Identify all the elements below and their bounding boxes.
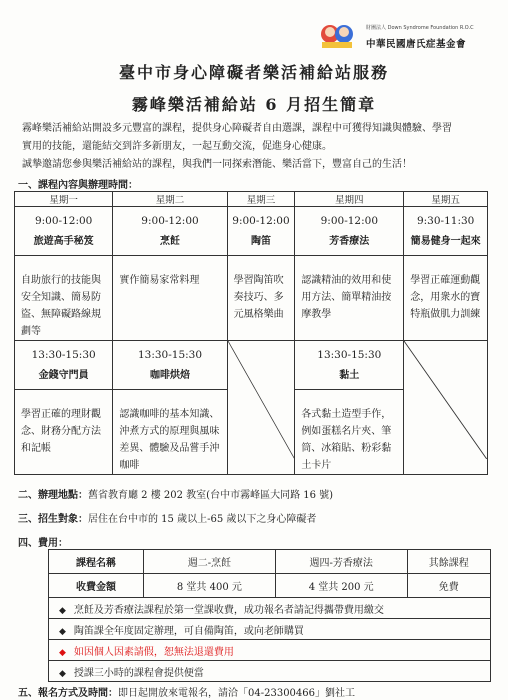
location-label: 二、辦理地點：: [18, 490, 88, 501]
registration-label: 五、報名方式及時間：: [18, 688, 118, 699]
fee-header-cell: 週四-芳香療法: [275, 550, 407, 574]
section-4-heading: 四、費用：: [18, 538, 68, 549]
course-description: 學習正確運動觀念，用衆水的寶特瓶做肌力訓練: [410, 275, 481, 320]
empty-slot-cross-icon: [404, 341, 487, 459]
course-time: 13:30-15:30: [31, 349, 96, 361]
intro-line-1: 霧峰樂活補給站開設多元豐富的課程，提供身心障礙者自由選課，課程中可獲得知識與體驗、學習: [22, 123, 452, 134]
diamond-bullet-icon: ◆: [59, 647, 66, 658]
audience-value: 居住在台中市的 15 歲以上-65 歲以下之身心障礙者: [88, 514, 317, 525]
day-header: 星期五: [404, 192, 488, 207]
diamond-bullet-icon: ◆: [59, 605, 66, 616]
divider: [15, 389, 112, 390]
fee-note-warning: [49, 640, 491, 661]
day-header: 星期四: [295, 192, 404, 207]
course-description: 自助旅行的技能與安全知識、簡易防盜、無障礙路線規劃等: [21, 275, 101, 337]
page-subtitle: 霧峰樂活補給站 6 月招生簡章: [131, 95, 377, 114]
divider: [295, 255, 403, 256]
schedule-table: [14, 191, 488, 475]
fee-note-text: 陶笛課全年度固定辦理，可自備陶笛，或向老師購買: [73, 625, 304, 637]
divider: [404, 255, 487, 256]
course-name: 芳香療法: [329, 236, 370, 247]
location-value: 舊省教育廳 2 樓 202 教室(台中市霧峰區大同路 16 號): [88, 490, 334, 501]
course-description: 學習正確的理財觀念、財務分配方法和記帳: [21, 409, 101, 454]
course-cell: [227, 207, 295, 341]
fee-note: [49, 598, 491, 619]
divider: [295, 389, 403, 390]
course-name: 陶笛: [250, 236, 271, 247]
section-3: [18, 510, 316, 525]
fee-note-text: 如因個人因素請假，恕無法退還費用: [73, 646, 234, 658]
course-cell: [295, 207, 404, 341]
logo-english: 財團法人 Down Syndrome Foundation R.O.C: [366, 25, 474, 31]
divider: [113, 389, 226, 390]
empty-slot-cross-icon: [228, 341, 295, 459]
fee-note: [49, 661, 491, 682]
empty-slot: [227, 341, 295, 475]
page-title: 臺中市身心障礙者樂活補給站服務: [118, 63, 389, 82]
section-2: [18, 486, 333, 501]
fee-table: [48, 549, 491, 682]
divider: [113, 255, 226, 256]
day-header: 星期三: [227, 192, 295, 207]
course-description: 認識精油的效用和使用方法、簡單精油按摩教學: [301, 275, 392, 320]
audience-label: 三、招生對象：: [18, 514, 88, 525]
course-time: 9:00-12:00: [320, 215, 378, 227]
course-description: 各式黏土造型手作，例如蛋糕名片夾、筆筒、冰箱貼、粉彩黏土卡片: [301, 409, 392, 471]
diamond-bullet-icon: ◆: [59, 626, 66, 637]
course-name: 黏土: [339, 370, 360, 381]
divider: [15, 255, 112, 256]
diamond-bullet-icon: ◆: [59, 668, 66, 679]
course-cell: [295, 341, 404, 475]
divider: [228, 255, 295, 256]
intro-line-3: 誠摯邀請您參與樂活補給站的課程，與我們一同探索潛能、樂活當下，豐富自己的生活！: [22, 159, 412, 170]
fee-value: 8 堂共 400 元: [144, 574, 276, 598]
empty-slot: [404, 341, 488, 475]
registration-value: 即日起開放來電報名，請洽「04-23300466」劉社工: [118, 688, 356, 699]
day-header: 星期二: [113, 192, 227, 207]
course-name: 烹飪: [159, 236, 180, 247]
fee-note-text: 授課三小時的課程會提供便當: [73, 667, 204, 679]
course-description: 實作簡易家常料理: [119, 275, 200, 286]
course-name: 咖啡烘焙: [149, 370, 190, 381]
course-cell: [113, 207, 227, 341]
fee-value: 4 堂共 200 元: [275, 574, 407, 598]
fee-note: [49, 619, 491, 640]
course-time: 9:00-12:00: [141, 215, 199, 227]
fee-note-text: 烹飪及芳香療法課程於第一堂課收費，成功報名者請記得攜帶費用繳交: [73, 604, 384, 616]
mascot-logo-icon: [318, 20, 356, 52]
fee-value: 免費: [407, 574, 490, 598]
foundation-logo: [318, 20, 490, 56]
fee-header-cell: 週二-烹飪: [144, 550, 276, 574]
logo-chinese: 中華民國唐氏症基金會: [366, 39, 467, 50]
course-time: 13:30-15:30: [317, 349, 382, 361]
fee-header-cell: 課程名稱: [49, 550, 144, 574]
course-time: 13:30-15:30: [137, 349, 203, 361]
fee-row-label: 收費金額: [49, 574, 144, 598]
course-cell: [15, 341, 113, 475]
course-description: 認識咖啡的基本知識、沖煮方式的原理與風味差異、體驗及品嘗手沖咖啡: [119, 409, 220, 471]
fee-header-cell: 其餘課程: [407, 550, 490, 574]
course-time: 9:30-11:30: [416, 215, 475, 227]
course-name: 簡易健身一起來: [410, 236, 481, 247]
course-cell: [113, 341, 227, 475]
course-cell: [15, 207, 113, 341]
course-description: 學習陶笛吹奏技巧、多元風格樂曲: [233, 275, 284, 320]
course-cell: [404, 207, 488, 341]
course-name: 金錢守門員: [38, 370, 89, 381]
day-header: 星期一: [15, 192, 113, 207]
section-1-heading: 一、課程內容與辦理時間：: [18, 180, 138, 191]
intro-line-2: 實用的技能，還能結交到許多新朋友，一起互動交流，促進身心健康。: [22, 141, 332, 152]
course-name: 旅遊高手秘笈: [33, 236, 94, 247]
section-5: [18, 684, 355, 699]
course-time: 9:00-12:00: [232, 215, 290, 227]
course-time: 9:00-12:00: [34, 215, 93, 227]
